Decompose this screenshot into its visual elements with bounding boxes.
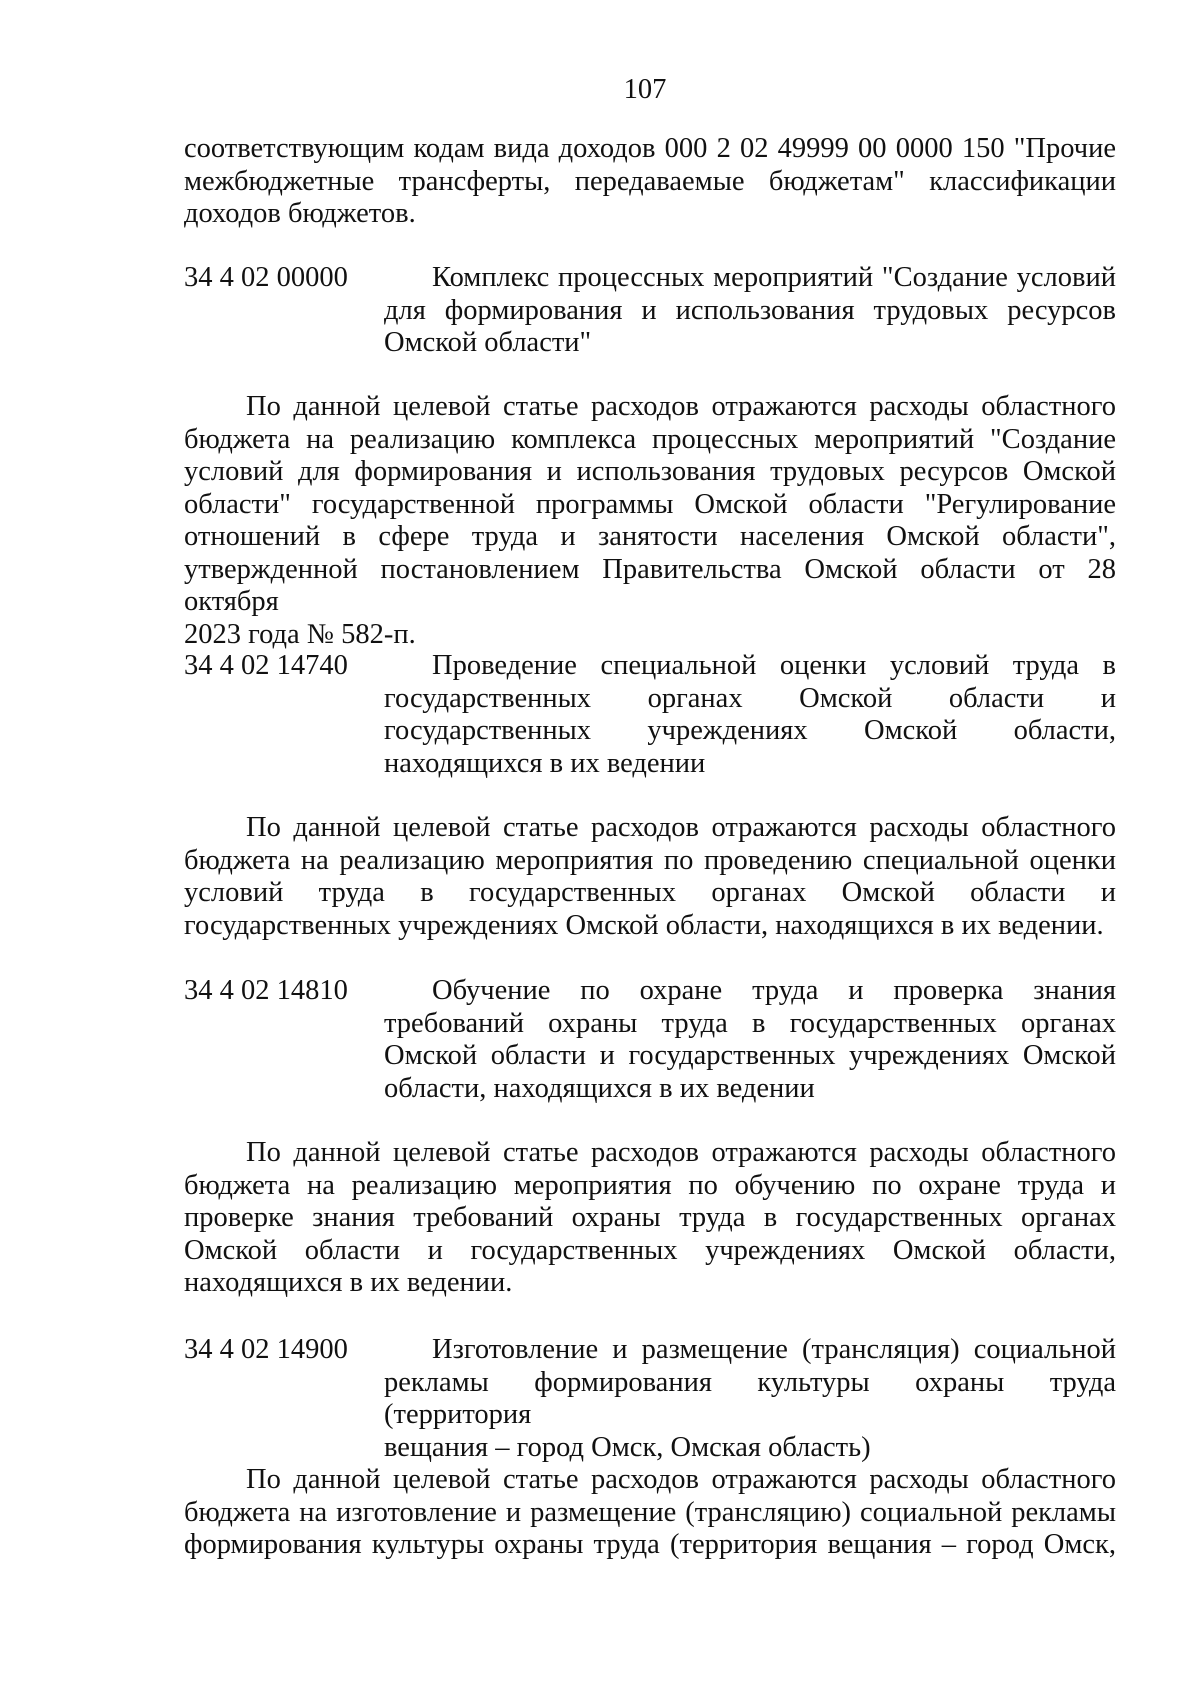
article-description [184, 1137, 1116, 1300]
article-description [184, 391, 1116, 651]
description-line: бюджета на реализацию комплекса процессных мероприятий "Создание [184, 423, 1116, 455]
article-title [384, 262, 1116, 360]
article-title-line: Обучение по охране труда и проверка знания [432, 975, 1116, 1006]
description-line: находящихся в их ведении. [184, 1267, 513, 1298]
article-title-line: государственных органах Омской области и [384, 682, 1116, 714]
article-title-line: Комплекс процессных мероприятий "Создание условий [432, 262, 1116, 293]
article-code: 34 4 02 14810 [184, 975, 348, 1006]
article-title-line: Омской области" [384, 327, 592, 358]
intro-paragraph [184, 133, 1116, 231]
article-title-line: Изготовление и размещение (трансляция) социальной [432, 1334, 1116, 1365]
description-line: отношений в сфере труда и занятости населения Омской области", [184, 521, 1116, 552]
description-line: области" государственной программы Омской области "Регулирование [184, 488, 1116, 520]
description-line: утвержденной постановлением Правительства Омской области от 28 октября [184, 553, 1116, 617]
description-line: По данной целевой статье расходов отражаются расходы областного [246, 812, 1116, 843]
article-description [184, 1464, 1116, 1562]
description-line: По данной целевой статье расходов отражаются расходы областного [246, 1464, 1116, 1495]
description-line: Омской области и государственных учреждениях Омской области, [184, 1234, 1116, 1266]
article-title [384, 650, 1116, 780]
article-title-line: вещания – город Омск, Омская область) [384, 1431, 871, 1463]
description-line: По данной целевой статье расходов отражаются расходы областного [246, 391, 1116, 422]
article-title-line: государственных учреждениях Омской области, [384, 715, 1116, 746]
intro-line: межбюджетные трансферты, передаваемые бюджетам" классификации [184, 165, 1116, 197]
description-line: условий для формирования и использования трудовых ресурсов Омской [184, 456, 1116, 487]
description-line: бюджета на реализацию мероприятия по проведению специальной оценки [184, 844, 1116, 876]
article-title-line: требований охраны труда в государственных органах [384, 1007, 1116, 1039]
article-title-line: Омской области и государственных учреждениях Омской [384, 1040, 1116, 1071]
article-title-line: Проведение специальной оценки условий труда в [432, 650, 1116, 681]
article-title-line: для формирования и использования трудовых ресурсов [384, 294, 1116, 326]
article-title-line: области, находящихся в их ведении [384, 1072, 815, 1104]
article-title-line: находящихся в их ведении [384, 747, 706, 779]
description-line: проверке знания требований охраны труда в государственных органах [184, 1202, 1116, 1233]
article-code: 34 4 02 14900 [184, 1334, 348, 1365]
article-title [384, 1334, 1116, 1464]
intro-line: доходов бюджетов. [184, 198, 416, 229]
description-line: условий труда в государственных органах Омской области и [184, 877, 1116, 908]
description-line: бюджета на реализацию мероприятия по обучению по охране труда и [184, 1169, 1116, 1201]
article-title [384, 975, 1116, 1105]
description-line: государственных учреждениях Омской области, находящихся в их ведении. [184, 909, 1104, 941]
description-line: По данной целевой статье расходов отражаются расходы областного [246, 1137, 1116, 1168]
description-line: бюджета на изготовление и размещение (трансляцию) социальной рекламы [184, 1496, 1116, 1528]
intro-line: соответствующим кодам вида доходов 000 2 02 49999 00 0000 150 "Прочие [184, 133, 1116, 164]
page-number: 107 [623, 74, 667, 105]
article-code: 34 4 02 14740 [184, 650, 348, 681]
article-description [184, 812, 1116, 942]
description-line: формирования культуры охраны труда (территория вещания – город Омск, [184, 1529, 1116, 1560]
article-code: 34 4 02 00000 [184, 262, 348, 293]
article-title-line: рекламы формирования культуры охраны труда (территория [384, 1366, 1116, 1430]
description-line: 2023 года № 582-п. [184, 618, 416, 650]
